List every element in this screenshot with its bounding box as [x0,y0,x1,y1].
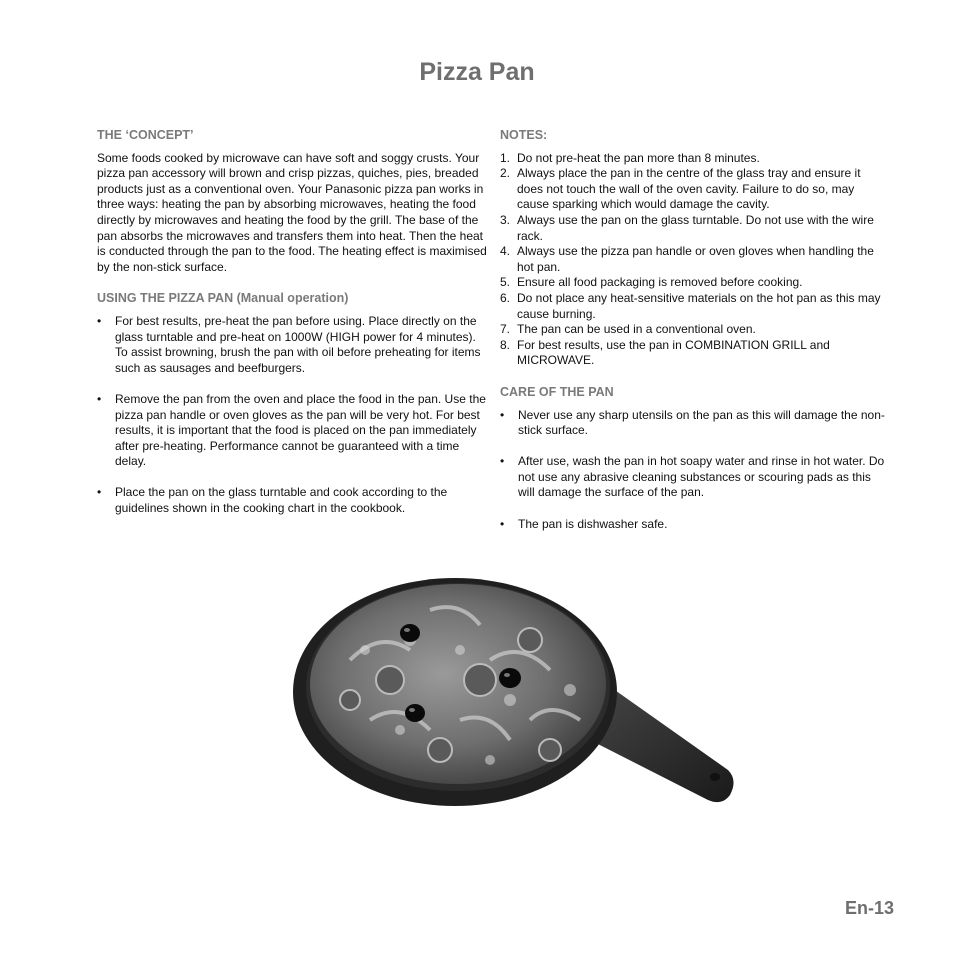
care-heading: CARE OF THE PAN [500,384,614,399]
note-item: 4. Always use the pizza pan handle or oven gloves when handling the hot pan. [500,244,874,274]
page-title: Pizza Pan [419,58,535,86]
using-subheading-text: (Manual operation) [236,291,349,306]
list-item: • The pan is dishwasher safe. [500,517,885,533]
note-item: 8. For best results, use the pan in COMBINATION GRILL and MICROWAVE. [500,337,830,368]
notes-list [500,151,885,369]
notes-heading: NOTES: [500,128,548,142]
note-item: 7. The pan can be used in a conventional oven. [500,322,756,337]
note-item: 2. Always place the pan in the centre of the glass tray and ensure it does not touch the wall of the oven cavity. Failure to do so, may cause sparking which would damage the cavity. [500,166,861,212]
care-list [500,408,885,533]
list-item: • For best results, pre-heat the pan before using. Place directly on the glass turntable and pre-heat on 1000W (HIGH power for 4 minutes). To assist browning, brush the pan with oil before preheating for items such as sausages and beefburgers. [97,314,489,376]
right-column [500,128,885,548]
left-column [97,128,489,532]
using-list [97,314,489,517]
list-item: • After use, wash the pan in hot soapy water and rinse in hot water. Do not use any abrasive cleaning substances or scouring pads as this will damage the surface of the pan. [500,454,885,501]
page-number: En-13 [844,898,894,918]
concept-heading: THE ‘CONCEPT’ [97,128,194,142]
note-item: 1. Do not pre-heat the pan more than 8 minutes. [500,150,760,165]
list-item: • Remove the pan from the oven and place the food in the pan. Use the pizza pan handle or oven gloves as the pan will be very hot. For best results, it is important that the food is placed on the pan immediately after pre-heating. Performance cannot be guaranteed with a time delay. [97,392,489,470]
note-item: 3. Always use the pan on the glass turntable. Do not use with the wire rack. [500,212,874,243]
using-heading [97,291,489,307]
list-item: • Never use any sharp utensils on the pan as this will damage the non-stick surface. [500,408,885,439]
list-item: • Place the pan on the glass turntable and cook according to the guidelines shown in the cooking chart in the cookbook. [97,485,489,516]
note-item: 6. Do not place any heat-sensitive materials on the hot pan as this may cause burning. [500,290,881,321]
pizza [310,584,606,784]
concept-text: Some foods cooked by microwave can have soft and soggy crusts. Your pizza pan accessory will brown and crisp pizzas, quiches, pies, breaded products just as a conventional oven. Your Panasonic pizza pan works in three ways: heating the pan by absorbing microwaves, heating the food directly by microwaves and heating the food by the grill. The base of the pan absorbs the microwaves and transfers them into heat. Then the heat is conducted through the pan to the food. The heating effect is maximised by the non-stick surface. [97,150,487,274]
using-heading-text: USING THE PIZZA PAN [97,291,234,306]
note-item: 5. Ensure all food packaging is removed before cooking. [500,275,803,290]
pizza-pan-image [290,570,740,815]
